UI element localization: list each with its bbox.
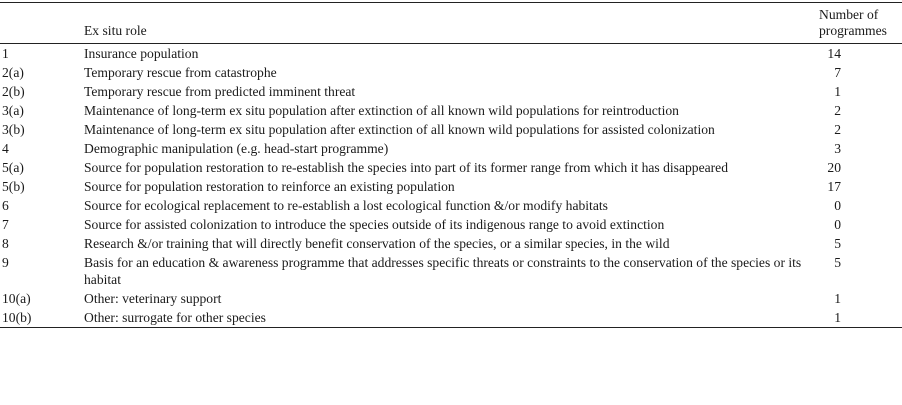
table-row [0, 158, 902, 177]
row-id: 4 [2, 141, 9, 156]
row-count: 20 [827, 160, 841, 175]
row-role: Source for population restoration to reinforce an existing population [84, 179, 455, 194]
row-role: Maintenance of long-term ex situ population after extinction of all known wild populations for assisted colonization [84, 122, 715, 137]
row-count: 3 [834, 141, 841, 156]
row-count: 0 [834, 198, 841, 213]
table-row [0, 139, 902, 158]
table-row [0, 101, 902, 120]
row-id: 7 [2, 217, 9, 232]
row-count-cell [817, 120, 902, 139]
row-count-cell [817, 234, 902, 253]
table-row [0, 308, 902, 328]
row-id: 10(a) [2, 291, 31, 306]
table-row [0, 82, 902, 101]
table-row [0, 253, 902, 289]
row-id: 3(a) [2, 103, 24, 118]
row-count-cell [817, 177, 902, 196]
row-id: 1 [2, 46, 9, 61]
row-id: 5(b) [2, 179, 25, 194]
row-count: 2 [834, 122, 841, 137]
row-role: Source for population restoration to re-establish the species into part of its former range from which it has disappeared [84, 160, 728, 175]
row-role: Other: veterinary support [84, 291, 222, 306]
header-id [0, 3, 84, 44]
header-row [0, 3, 902, 44]
row-count: 2 [834, 103, 841, 118]
row-role: Research &/or training that will directly benefit conservation of the species, or a similar species, in the wild [84, 236, 670, 251]
row-id: 9 [2, 255, 9, 270]
row-id: 2(b) [2, 84, 25, 99]
row-count: 1 [834, 291, 841, 306]
row-role: Basis for an education & awareness programme that addresses specific threats or constraints to the conservation of the species or its habitat [84, 255, 802, 287]
row-count: 1 [834, 310, 841, 325]
row-id: 8 [2, 236, 9, 251]
table-row [0, 63, 902, 82]
row-role: Source for ecological replacement to re-establish a lost ecological function &/or modify habitats [84, 198, 608, 213]
table-row [0, 196, 902, 215]
row-count-cell [817, 215, 902, 234]
row-role: Maintenance of long-term ex situ population after extinction of all known wild populations for reintroduction [84, 103, 679, 118]
row-count: 7 [834, 65, 841, 80]
table-row [0, 120, 902, 139]
row-count: 17 [827, 179, 841, 194]
row-role: Source for assisted colonization to introduce the species outside of its indigenous range to avoid extinction [84, 217, 665, 232]
row-id: 3(b) [2, 122, 25, 137]
row-count-cell [817, 139, 902, 158]
row-role: Other: surrogate for other species [84, 310, 266, 325]
row-count-cell [817, 196, 902, 215]
row-role: Temporary rescue from predicted imminent threat [84, 84, 356, 99]
row-count-cell [817, 82, 902, 101]
table-row [0, 289, 902, 308]
header-count-line2: programmes [819, 23, 887, 38]
row-role: Demographic manipulation (e.g. head-start programme) [84, 141, 389, 156]
row-id: 2(a) [2, 65, 24, 80]
ex-situ-roles-table [0, 2, 902, 328]
row-count: 5 [834, 255, 841, 270]
row-count-cell [817, 63, 902, 82]
header-role: Ex situ role [84, 23, 147, 38]
row-role: Temporary rescue from catastrophe [84, 65, 277, 80]
row-count-cell [817, 158, 902, 177]
row-role: Insurance population [84, 46, 199, 61]
row-count-cell [817, 308, 902, 328]
header-count-line1: Number of [819, 7, 879, 22]
row-id: 6 [2, 198, 9, 213]
table-row [0, 44, 902, 64]
row-count: 0 [834, 217, 841, 232]
table-row [0, 234, 902, 253]
row-count-cell [817, 253, 902, 289]
row-count-cell [817, 289, 902, 308]
row-id: 5(a) [2, 160, 24, 175]
row-count: 5 [834, 236, 841, 251]
table-body [0, 44, 902, 328]
row-count-cell [817, 44, 902, 64]
table-header [0, 3, 902, 44]
row-count: 1 [834, 84, 841, 99]
row-count-cell [817, 101, 902, 120]
table-row [0, 177, 902, 196]
row-id: 10(b) [2, 310, 32, 325]
header-count [817, 3, 902, 44]
row-count: 14 [827, 46, 841, 61]
table-row [0, 215, 902, 234]
